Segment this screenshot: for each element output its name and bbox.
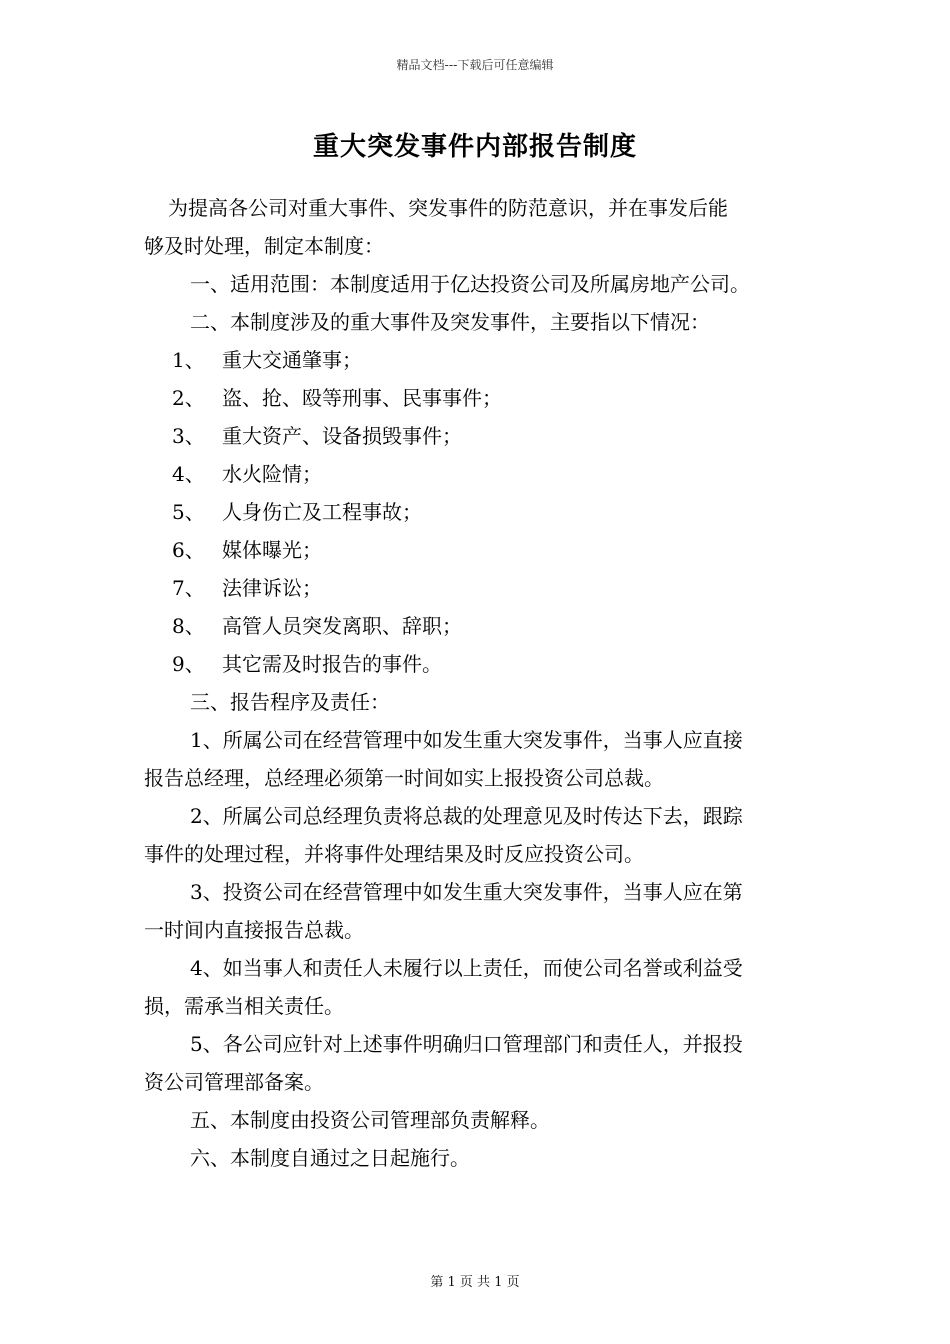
list-number: 6、	[172, 538, 205, 562]
page-header: 精品文档---下载后可任意编辑	[396, 58, 554, 72]
list-item	[144, 645, 810, 683]
procedure-2-line-1: 2、所属公司总经理负责将总裁的处理意见及时传达下去，跟踪	[190, 804, 743, 828]
procedure-1-line-1: 1、所属公司在经营管理中如发生重大突发事件，当事人应直接	[190, 728, 743, 752]
procedure-1-line-2: 报告总经理，总经理必须第一时间如实上报投资公司总裁。	[144, 766, 664, 790]
list-item	[144, 455, 810, 493]
page-footer: 第 1 页 共 1 页	[430, 1275, 520, 1290]
list-text: 高管人员突发离职、辞职；	[222, 614, 462, 638]
list-number: 9、	[172, 652, 205, 676]
procedure-3-line-1: 3、投资公司在经营管理中如发生重大突发事件，当事人应在第	[190, 880, 743, 904]
list-text: 重大资产、设备损毁事件；	[222, 424, 462, 448]
list-number: 8、	[172, 614, 205, 638]
document-body	[144, 189, 810, 1177]
list-text: 媒体曝光；	[222, 538, 322, 562]
list-text: 人身伤亡及工程事故；	[222, 500, 422, 524]
list-item	[144, 607, 810, 645]
list-text: 盗、抢、殴等刑事、民事事件；	[222, 386, 502, 410]
list-number: 3、	[172, 424, 205, 448]
section-procedure-heading: 三、报告程序及责任：	[190, 690, 390, 714]
section-scope: 一、适用范围：本制度适用于亿达投资公司及所属房地产公司。	[190, 272, 750, 296]
list-item	[144, 379, 810, 417]
list-item	[144, 531, 810, 569]
list-item	[144, 493, 810, 531]
list-text: 其它需及时报告的事件。	[222, 652, 442, 676]
section-interpretation: 五、本制度由投资公司管理部负责解释。	[190, 1108, 550, 1132]
section-effective-date: 六、本制度自通过之日起施行。	[190, 1146, 470, 1170]
list-item	[144, 341, 810, 379]
procedure-2-line-2: 事件的处理过程，并将事件处理结果及时反应投资公司。	[144, 842, 644, 866]
list-number: 5、	[172, 500, 205, 524]
intro-line-2: 够及时处理，制定本制度：	[144, 234, 384, 258]
list-item	[144, 417, 810, 455]
document-title: 重大突发事件内部报告制度	[312, 132, 637, 162]
list-number: 2、	[172, 386, 205, 410]
intro-line-1: 为提高各公司对重大事件、突发事件的防范意识，并在事发后能	[168, 196, 728, 220]
procedure-5-line-1: 5、各公司应针对上述事件明确归口管理部门和责任人，并报投	[190, 1032, 743, 1056]
list-text: 重大交通肇事；	[222, 348, 362, 372]
procedure-4-line-1: 4、如当事人和责任人未履行以上责任，而使公司名誉或利益受	[190, 956, 743, 980]
list-number: 1、	[172, 348, 205, 372]
procedure-3-line-2: 一时间内直接报告总裁。	[144, 918, 364, 942]
list-text: 法律诉讼；	[222, 576, 322, 600]
list-text: 水火险情；	[222, 462, 322, 486]
list-item	[144, 569, 810, 607]
section-events-heading: 二、本制度涉及的重大事件及突发事件，主要指以下情况：	[190, 310, 710, 334]
list-number: 7、	[172, 576, 205, 600]
list-number: 4、	[172, 462, 205, 486]
procedure-4-line-2: 损，需承当相关责任。	[144, 994, 344, 1018]
procedure-5-line-2: 资公司管理部备案。	[144, 1070, 324, 1094]
